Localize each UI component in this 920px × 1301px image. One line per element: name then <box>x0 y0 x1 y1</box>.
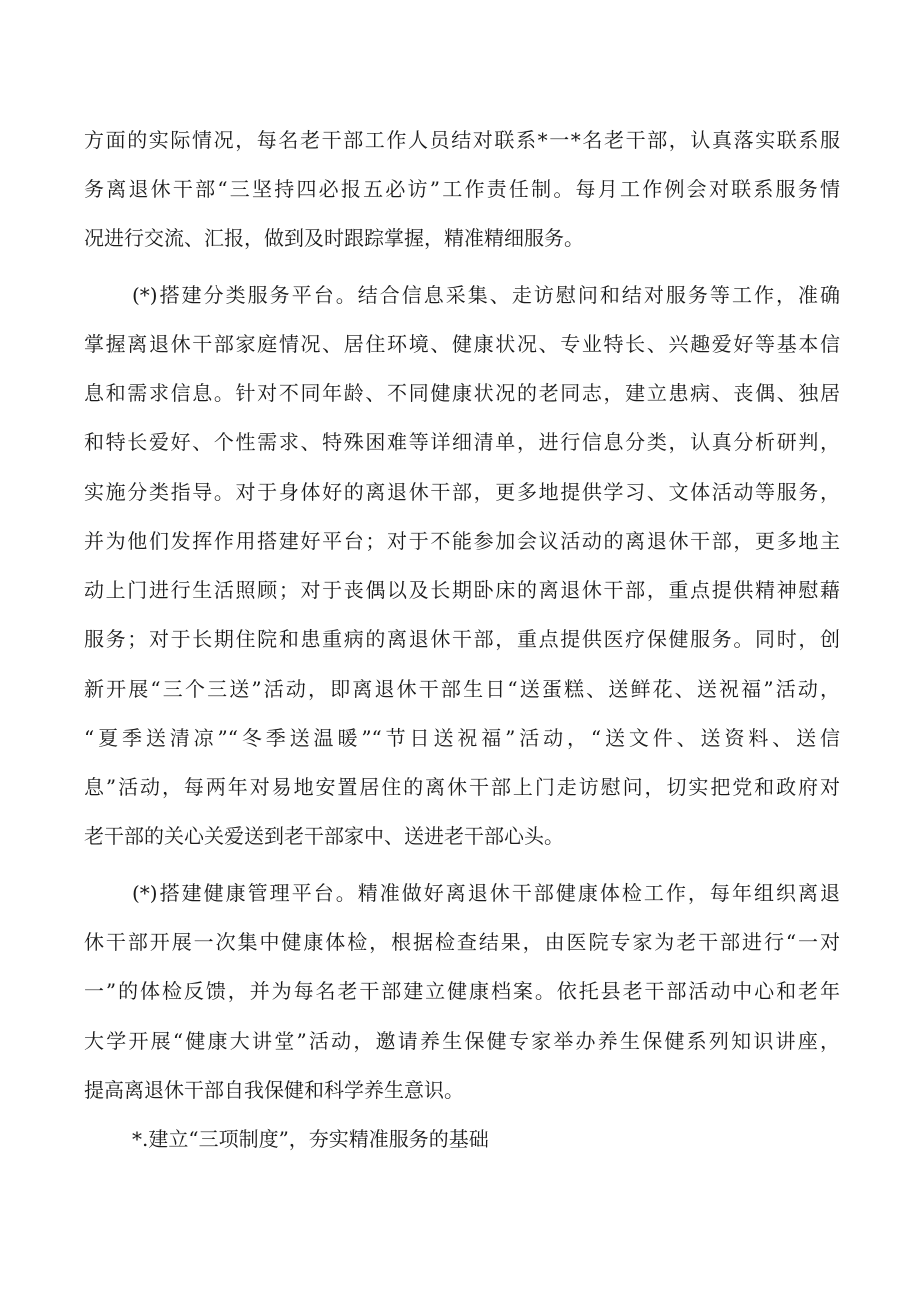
paragraph-2-line-10: “夏季送清凉”“冬季送温暖”“节日送祝福”活动，“送文件、送资料、送信 <box>84 726 840 750</box>
paragraph-3-line-5: 提高离退休干部自我保健和科学养生意识。 <box>84 1078 464 1102</box>
paragraph-2-line-6: 并为他们发挥作用搭建好平台；对于不能参加会议活动的离退休干部，更多地主 <box>84 529 840 553</box>
paragraph-2-line-12: 老干部的关心关爱送到老干部家中、送进老干部心头。 <box>84 824 564 848</box>
paragraph-2-line-3: 息和需求信息。针对不同年龄、不同健康状况的老同志，建立患病、丧偶、独居 <box>84 381 840 405</box>
paragraph-2-line-11: 息”活动，每两年对易地安置居住的离休干部上门走访慰问，切实把党和政府对 <box>84 775 840 799</box>
paragraph-3-line-4: 大学开展“健康大讲堂”活动，邀请养生保健专家举办养生保健系列知识讲座， <box>84 1029 840 1053</box>
paragraph-1-line-2: 务离退休干部“三坚持四必报五必访”工作责任制。每月工作例会对联系服务情 <box>84 177 840 201</box>
section-heading: *.建立“三项制度”，夯实精准服务的基础 <box>132 1127 489 1151</box>
paragraph-1-line-1: 方面的实际情况，每名老干部工作人员结对联系*一*名老干部，认真落实联系服 <box>84 128 840 152</box>
paragraph-2-line-4: 和特长爱好、个性需求、特殊困难等详细清单，进行信息分类，认真分析研判， <box>84 430 840 454</box>
paragraph-3-line-3: 一”的体检反馈，并为每名老干部建立健康档案。依托县老干部活动中心和老年 <box>84 979 840 1003</box>
paragraph-2-line-8: 服务；对于长期住院和患重病的离退休干部，重点提供医疗保健服务。同时，创 <box>84 627 840 651</box>
paragraph-3-line-2: 休干部开展一次集中健康体检，根据检查结果，由医院专家为老干部进行“一对 <box>84 930 840 954</box>
paragraph-2-line-2: 掌握离退休干部家庭情况、居住环境、健康状况、专业特长、兴趣爱好等基本信 <box>84 332 840 356</box>
paragraph-2-line-9: 新开展“三个三送”活动，即离退休干部生日“送蛋糕、送鲜花、送祝福”活动， <box>84 677 840 701</box>
paragraph-1-line-3: 况进行交流、汇报，做到及时跟踪掌握，精准精细服务。 <box>84 226 584 250</box>
paragraph-3-line-1: (*)搭建健康管理平台。精准做好离退休干部健康体检工作，每年组织离退 <box>132 881 840 905</box>
paragraph-2-line-5: 实施分类指导。对于身体好的离退休干部，更多地提供学习、文体活动等服务， <box>84 480 840 504</box>
paragraph-2-line-1: (*)搭建分类服务平台。结合信息采集、走访慰问和结对服务等工作，准确 <box>132 283 840 307</box>
paragraph-2-line-7: 动上门进行生活照顾；对于丧偶以及长期卧床的离退休干部，重点提供精神慰藉 <box>84 578 840 602</box>
